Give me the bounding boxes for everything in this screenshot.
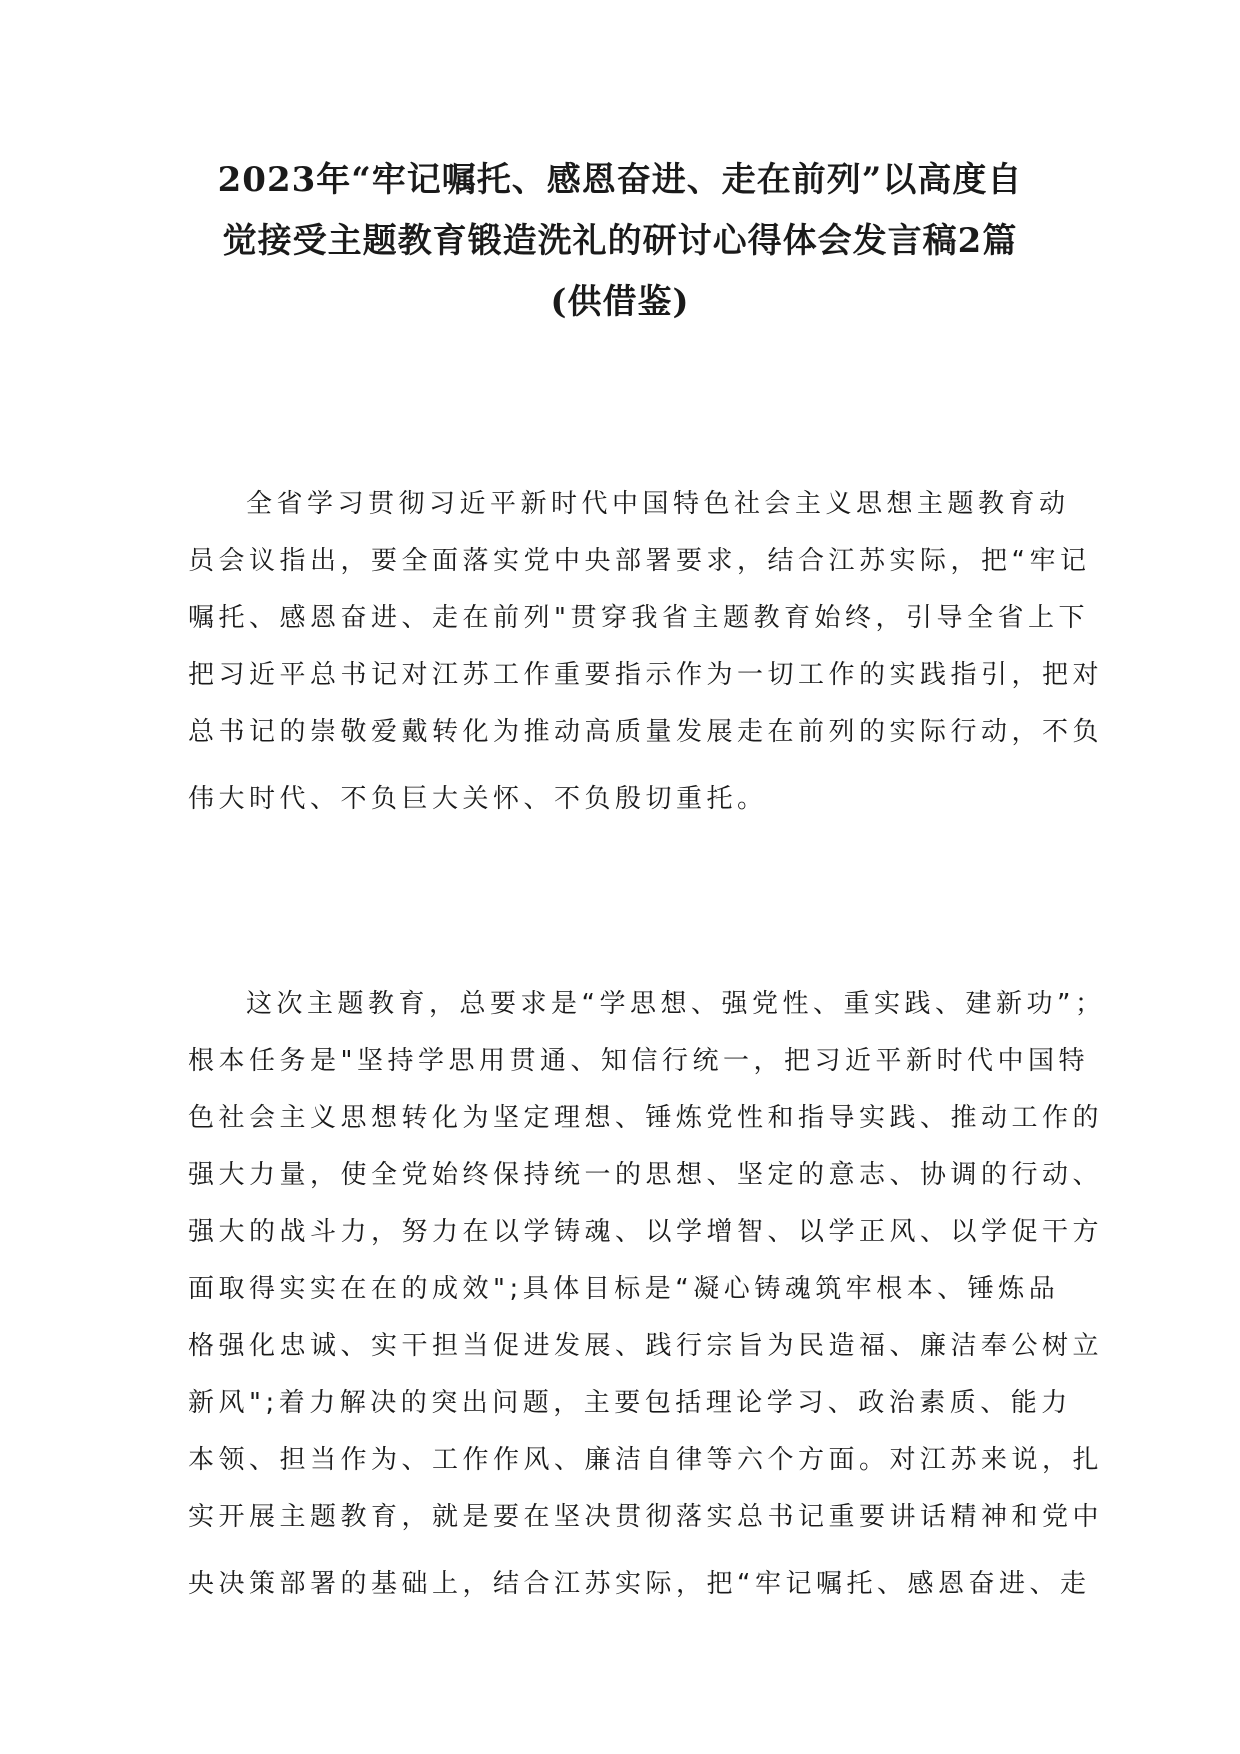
- paragraph-line: 伟大时代、不负巨大关怀、不负殷切重托。: [188, 784, 768, 814]
- paragraph-line: 色社会主义思想转化为坚定理想、锤炼党性和指导实践、推动工作的: [188, 1103, 1104, 1133]
- document-title: [150, 150, 1090, 333]
- paragraph-line: 央决策部署的基础上，结合江苏实际，把“牢记嘱托、感恩奋进、走: [188, 1569, 1091, 1599]
- paragraph-line: 面取得实实在在的成效";具体目标是“凝心铸魂筑牢根本、锤炼品: [188, 1274, 1060, 1304]
- body-paragraph: [188, 476, 1104, 828]
- paragraph-line: 根本任务是"坚持学思用贯通、知信行统一，把习近平新时代中国特: [188, 1046, 1089, 1076]
- body-paragraph: [188, 976, 1106, 1613]
- paragraph-line: 新风";着力解决的突出问题，主要包括理论学习、政治素质、能力: [188, 1388, 1072, 1418]
- paragraph-line: 这次主题教育，总要求是“学思想、强党性、重实践、建新功”；: [246, 989, 1106, 1019]
- title-line: 觉接受主题教育锻造洗礼的研讨心得体会发言稿2篇: [222, 221, 1018, 261]
- paragraph-line: 总书记的崇敬爱戴转化为推动高质量发展走在前列的实际行动，不负: [188, 717, 1104, 747]
- paragraph-line: 把习近平总书记对江苏工作重要指示作为一切工作的实践指引，把对: [188, 660, 1104, 690]
- paragraph-line: 员会议指出，要全面落实党中央部署要求，结合江苏实际，把“牢记: [188, 546, 1091, 576]
- paragraph-line: 实开展主题教育，就是要在坚决贯彻落实总书记重要讲话精神和党中: [188, 1502, 1104, 1532]
- title-line: 2023年“牢记嘱托、感恩奋进、走在前列”以高度自: [217, 160, 1023, 200]
- paragraph-line: 嘱托、感恩奋进、走在前列"贯穿我省主题教育始终，引导全省上下: [188, 603, 1089, 633]
- title-line: (供借鉴): [550, 282, 690, 322]
- paragraph-line: 强大力量，使全党始终保持统一的思想、坚定的意志、协调的行动、: [188, 1160, 1104, 1190]
- paragraph-line: 格强化忠诚、实干担当促进发展、践行宗旨为民造福、廉洁奉公树立: [188, 1331, 1104, 1361]
- paragraph-line: 强大的战斗力，努力在以学铸魂、以学增智、以学正风、以学促干方: [188, 1217, 1104, 1247]
- paragraph-line: 本领、担当作为、工作作风、廉洁自律等六个方面。对江苏来说，扎: [188, 1445, 1104, 1475]
- paragraph-line: 全省学习贯彻习近平新时代中国特色社会主义思想主题教育动: [246, 489, 1070, 519]
